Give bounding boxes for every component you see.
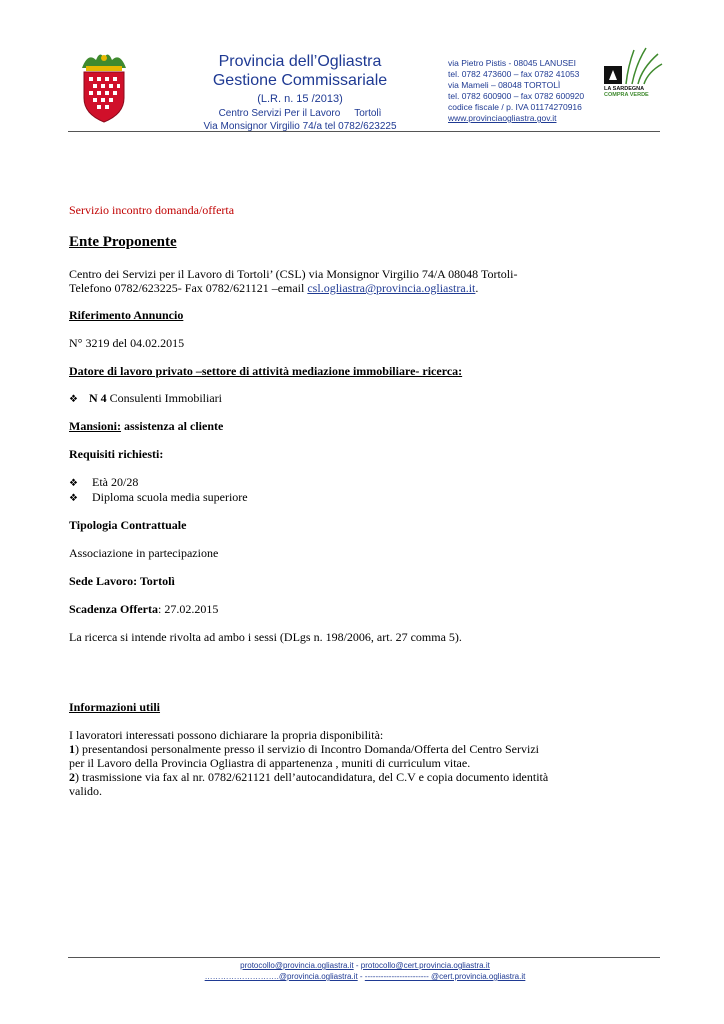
- ente-heading: Ente Proponente: [69, 234, 177, 250]
- footer-email-link[interactable]: ------------------------ @cert.provincia.ogliastra.it: [364, 972, 526, 981]
- provincia-title: Provincia dell’Ogliastra: [218, 53, 382, 70]
- requisiti-label: Requisiti richiesti:: [69, 447, 164, 461]
- scadenza-line: Scadenza Offerta: 27.02.2015: [69, 602, 219, 616]
- footer-email-link[interactable]: protocollo@provincia.ogliastra.it: [240, 961, 354, 970]
- website-link[interactable]: www.provinciaogliastra.gov.it: [448, 113, 557, 123]
- info-item-1-line-2: per il Lavoro della Provincia Ogliastra di appartenenza , muniti di curriculum vitae.: [69, 756, 471, 770]
- contact-line: codice fiscale / p. IVA 01174270916: [448, 102, 582, 112]
- office-name: Centro Servizi Per il Lavoro Tortolì: [218, 108, 382, 119]
- diamond-bullet-icon: ❖: [69, 478, 78, 489]
- info-item-1-line-1: 1) presentandosi personalmente presso il servizio di Incontro Domanda/Offerta del Centro Servizi: [69, 742, 539, 756]
- mansioni-line: Mansioni: assistenza al cliente: [69, 419, 224, 433]
- info-intro: I lavoratori interessati possono dichiarare la propria disponibilità:: [69, 728, 384, 742]
- sede-lavoro: Sede Lavoro: Tortolì: [69, 574, 175, 588]
- tipologia-value: Associazione in partecipazione: [69, 546, 219, 560]
- footer-line-2: ……………………….@provincia.ogliastra.it - ------------------------ @cert.provincia.ogliastra.it: [204, 972, 526, 981]
- office-address: Via Monsignor Virgilio 74/a tel 0782/623225: [203, 121, 397, 132]
- gestione-title: Gestione Commissariale: [212, 72, 388, 89]
- tipologia-label: Tipologia Contrattuale: [69, 518, 187, 532]
- riferimento-value: N° 3219 del 04.02.2015: [69, 336, 185, 350]
- footer-divider: [68, 957, 660, 958]
- service-label: Servizio incontro domanda/offerta: [69, 203, 235, 217]
- contact-line: tel. 0782 473600 – fax 0782 41053: [448, 69, 580, 79]
- header-contacts: [448, 58, 598, 124]
- footer-email-link[interactable]: protocollo@cert.provincia.ogliastra.it: [360, 961, 490, 970]
- requisito-item: ❖ Diploma scuola media superiore: [69, 490, 248, 504]
- ente-line-2: Telefono 0782/623225- Fax 0782/621121 –email csl.ogliastra@provincia.ogliastra.it.: [69, 281, 479, 295]
- ente-line-1: Centro dei Servizi per il Lavoro di Tortoli’ (CSL) via Monsignor Virgilio 74/A 08048 Tortoli-: [69, 267, 518, 281]
- contact-line: via Pietro Pistis - 08045 LANUSEI: [448, 58, 577, 68]
- header-center: [200, 52, 400, 133]
- contact-line: tel. 0782 600900 – fax 0782 600920: [448, 91, 585, 101]
- sessi-note: La ricerca si intende rivolta ad ambo i sessi (DLgs n. 198/2006, art. 27 comma 5).: [69, 630, 462, 644]
- riferimento-label: Riferimento Annuncio: [69, 308, 184, 322]
- logo-text-1: LA SARDEGNA: [604, 86, 645, 92]
- info-item-2-line-2: valido.: [69, 784, 102, 798]
- logo-text-2: COMPRA VERDE: [604, 92, 649, 98]
- diamond-bullet-icon: ❖: [69, 394, 78, 405]
- contact-line: via Mameli – 08048 TORTOLÌ: [448, 80, 561, 90]
- info-item-2-line-1: 2) trasmissione via fax al nr. 0782/621121 dell’autocandidatura, del C.V e copia documento identità: [69, 770, 549, 784]
- diamond-bullet-icon: ❖: [69, 493, 78, 504]
- sardegna-compra-verde-logo: [602, 46, 666, 100]
- ente-email-link[interactable]: csl.ogliastra@provincia.ogliastra.it: [307, 281, 476, 295]
- requisito-item: ❖ Età 20/28: [69, 475, 139, 489]
- posizione-item: ❖ N 4 Consulenti Immobiliari: [69, 391, 222, 405]
- datore-line: Datore di lavoro privato –settore di attività mediazione immobiliare- ricerca:: [69, 364, 463, 378]
- informazioni-label: Informazioni utili: [69, 700, 161, 714]
- law-reference: (L.R. n. 15 /2013): [257, 93, 343, 105]
- footer-line-1: protocollo@provincia.ogliastra.it - protocollo@cert.provincia.ogliastra.it: [240, 961, 490, 970]
- footer-email-link[interactable]: ……………………….@provincia.ogliastra.it: [204, 972, 358, 981]
- provincia-crest-logo: [78, 48, 130, 124]
- header-divider: [68, 131, 660, 132]
